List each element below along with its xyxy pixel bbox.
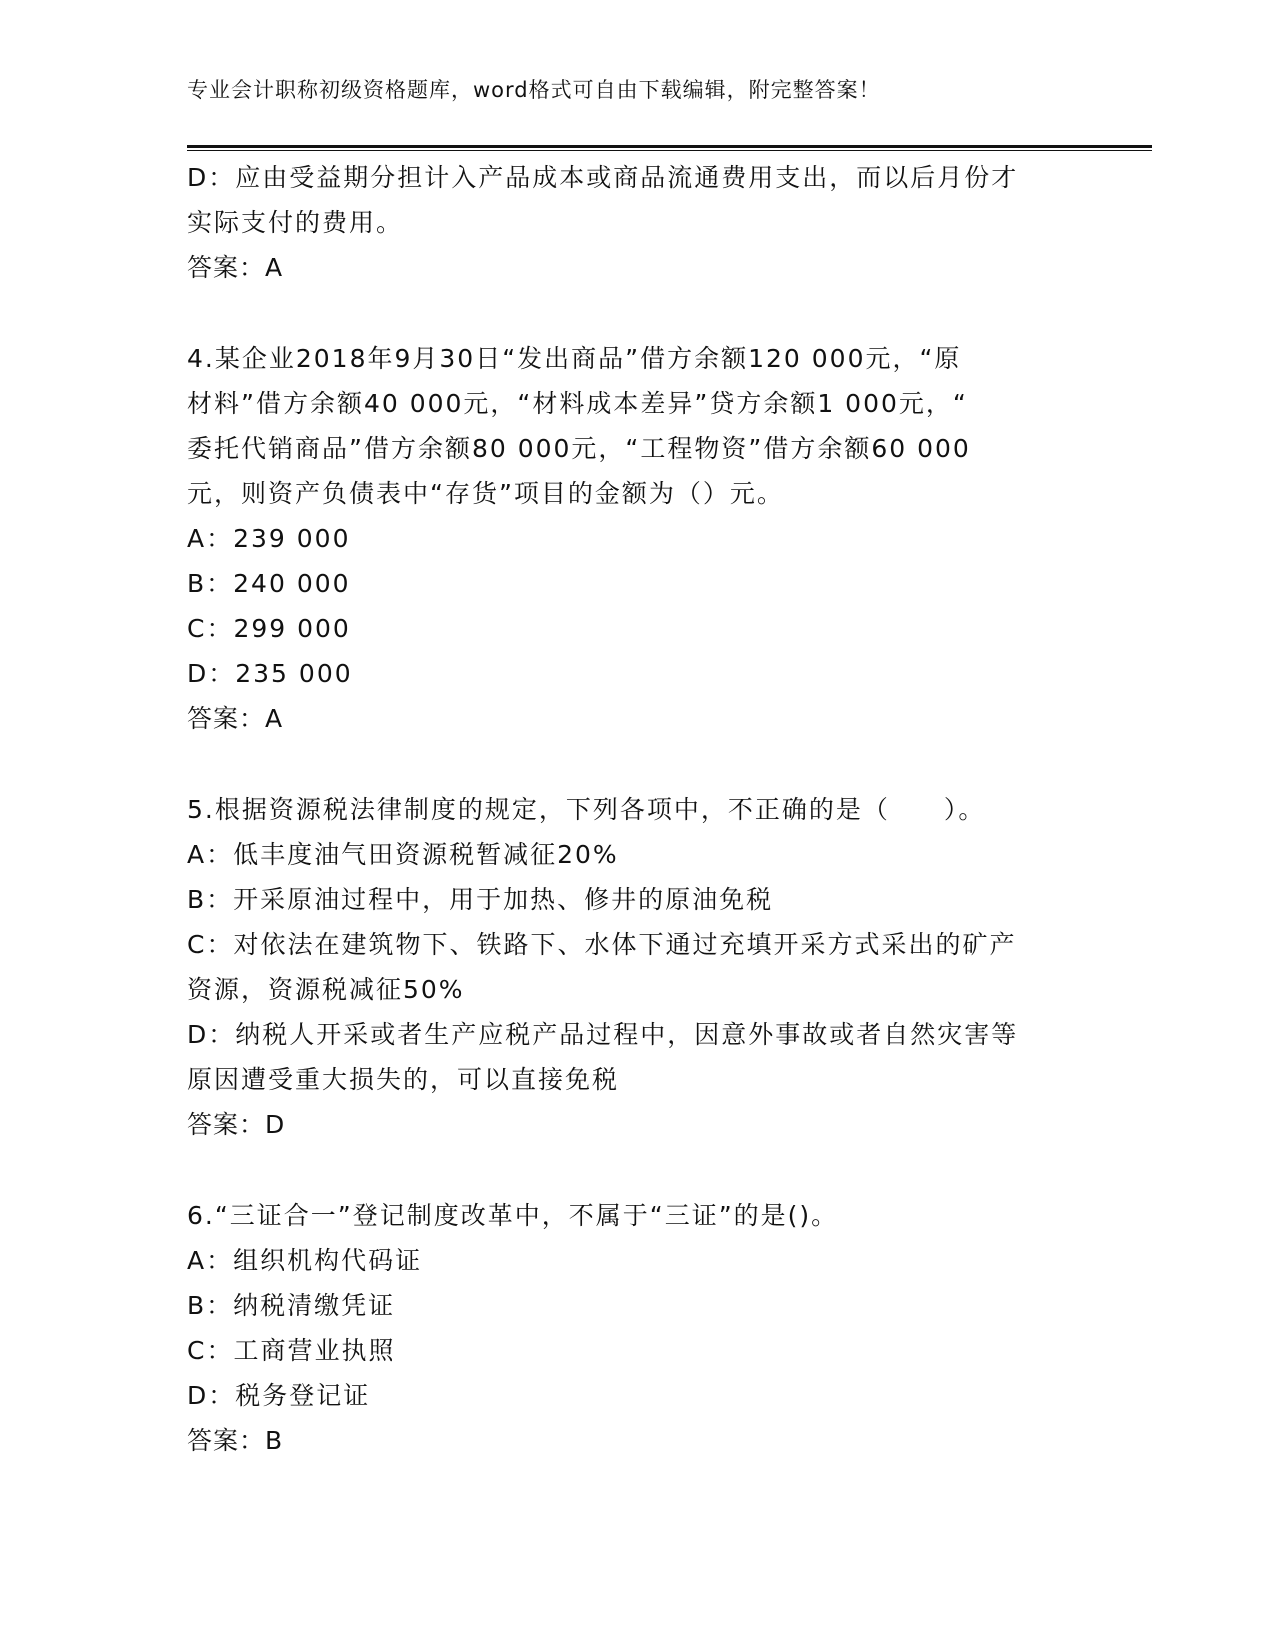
text-line: 实际支付的费用。 (187, 208, 404, 237)
option-b: B：240 000 (187, 569, 351, 598)
option-d-continued: 原因遭受重大损失的，可以直接免税 (187, 1065, 620, 1094)
question-text: 材料”借方余额40 000元，“材料成本差异”贷方余额1 000元，“ (187, 389, 968, 418)
answer-line: 答案：A (187, 253, 284, 282)
spacer (187, 1147, 1077, 1193)
question-text: 6.“三证合一”登记制度改革中，不属于“三证”的是()。 (187, 1201, 839, 1230)
question-block (187, 1193, 1077, 1463)
option-c-continued: 资源，资源税减征50% (187, 975, 465, 1004)
option-c: C：对依法在建筑物下、铁路下、水体下通过充填开采方式采出的矿产 (187, 930, 1017, 959)
option-d: D：税务登记证 (187, 1381, 371, 1410)
option-b: B：纳税清缴凭证 (187, 1291, 396, 1320)
question-block (187, 787, 1077, 1147)
content (187, 155, 1077, 1463)
spacer (187, 741, 1077, 787)
option-c: C：工商营业执照 (187, 1336, 396, 1365)
option-d: D：纳税人开采或者生产应税产品过程中，因意外事故或者自然灾害等 (187, 1020, 1019, 1049)
option-c: C：299 000 (187, 614, 351, 643)
answer-line: 答案：D (187, 1110, 286, 1139)
option-a: A：239 000 (187, 524, 351, 553)
option-d: D：235 000 (187, 659, 353, 688)
question-text: 元，则资产负债表中“存货”项目的金额为（）元。 (187, 479, 784, 508)
answer-line: 答案：A (187, 704, 284, 733)
option-b: B：开采原油过程中，用于加热、修井的原油免税 (187, 885, 774, 914)
question-block (187, 336, 1077, 741)
question-text: 委托代销商品”借方余额80 000元，“工程物资”借方余额60 000 (187, 434, 971, 463)
answer-line: 答案：B (187, 1426, 284, 1455)
header-rule (187, 145, 1152, 151)
text-line: D：应由受益期分担计入产品成本或商品流通费用支出，而以后月份才 (187, 163, 1019, 192)
option-a: A：组织机构代码证 (187, 1246, 423, 1275)
question-block (187, 155, 1077, 290)
question-text: 4.某企业2018年9月30日“发出商品”借方余额120 000元，“原 (187, 344, 962, 373)
page-header: 专业会计职称初级资格题库，word格式可自由下载编辑，附完整答案！ (187, 78, 881, 102)
question-text: 5.根据资源税法律制度的规定，下列各项中，不正确的是（ ）。 (187, 795, 986, 824)
option-a: A：低丰度油气田资源税暂减征20% (187, 840, 619, 869)
spacer (187, 290, 1077, 336)
